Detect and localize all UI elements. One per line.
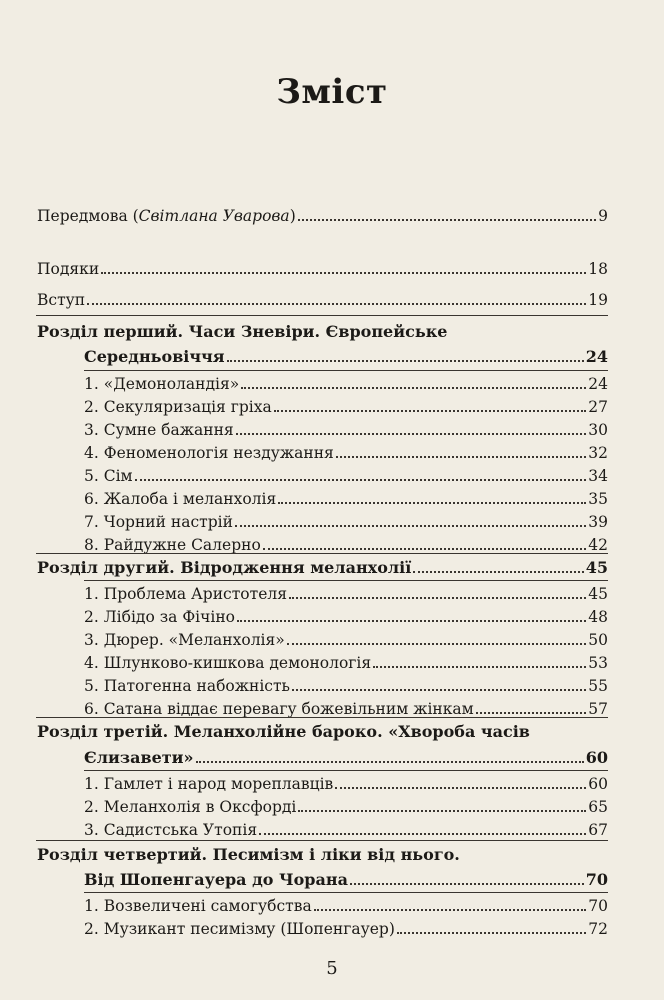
dot-leader xyxy=(373,666,586,668)
section-label: 6. Сатана віддає перевагу божевільним жінкам xyxy=(84,700,474,718)
section-entry xyxy=(84,653,608,673)
section-page: 48 xyxy=(588,608,608,626)
section-divider xyxy=(84,892,608,893)
dot-leader xyxy=(237,620,586,622)
section-page: 24 xyxy=(588,375,608,393)
chapter-3-entry xyxy=(84,748,608,768)
section-page: 39 xyxy=(588,513,608,531)
chapter-1-page: 24 xyxy=(585,347,608,366)
section-label: 2. Музикант песимізму (Шопенгауер) xyxy=(84,920,395,938)
chapter-1-title-line2: Середньовіччя xyxy=(84,347,225,366)
section-entry xyxy=(84,896,608,916)
section-page: 32 xyxy=(588,444,608,462)
dot-leader xyxy=(101,272,586,274)
chapter-2-entry xyxy=(37,558,608,578)
toc-entry-label-end: ) xyxy=(289,207,296,225)
dot-leader xyxy=(135,479,587,481)
section-entry xyxy=(84,466,608,486)
chapter-1-entry xyxy=(84,347,608,367)
section-label: 6. Жалоба і меланхолія xyxy=(84,490,277,508)
section-page: 57 xyxy=(588,700,608,718)
section-divider xyxy=(84,370,608,371)
chapter-4-title-line2: Від Шопенгауера до Чорана xyxy=(84,870,348,889)
section-entry xyxy=(84,420,608,440)
dot-leader xyxy=(278,502,586,504)
dot-leader xyxy=(335,787,586,789)
toc-entry-label: Подяки xyxy=(37,260,100,278)
dot-leader xyxy=(235,525,586,527)
section-entry xyxy=(84,919,608,939)
dot-leader xyxy=(241,387,586,389)
dot-leader xyxy=(263,548,586,550)
section-divider xyxy=(84,770,608,771)
section-label: 1. Гамлет і народ мореплавців xyxy=(84,775,334,793)
section-label: 4. Шлунково-кишкова демонологія xyxy=(84,654,372,672)
toc-entry-preface xyxy=(37,206,608,226)
section-entry xyxy=(84,607,608,627)
section-label: 1. Проблема Аристотеля xyxy=(84,585,288,603)
section-entry xyxy=(84,774,608,794)
section-label: 4. Феноменологія нездужання xyxy=(84,444,334,462)
chapter-3-title-line2: Єлизавети» xyxy=(84,748,194,767)
toc-entry-acknowledgements xyxy=(37,259,608,279)
dot-leader xyxy=(227,360,584,362)
section-page: 35 xyxy=(588,490,608,508)
chapter-4-entry xyxy=(84,870,608,890)
section-entry xyxy=(84,535,608,555)
section-label: 2. Меланхолія в Оксфорді xyxy=(84,798,297,816)
section-entry xyxy=(84,374,608,394)
section-page: 67 xyxy=(588,821,608,839)
section-label: 1. «Демонoландія» xyxy=(84,375,240,393)
dot-leader xyxy=(336,456,586,458)
section-page: 50 xyxy=(588,631,608,649)
chapter-3-title-line1: Розділ третій. Меланхолійне бароко. «Хвороба часів xyxy=(37,722,530,741)
toc-entry-introduction xyxy=(37,290,608,310)
section-page: 27 xyxy=(588,398,608,416)
toc-entry-page: 18 xyxy=(588,260,608,278)
section-entry xyxy=(84,489,608,509)
dot-leader xyxy=(350,883,584,885)
section-entry xyxy=(84,584,608,604)
dot-leader xyxy=(298,810,586,812)
dot-leader xyxy=(236,433,587,435)
section-page: 60 xyxy=(588,775,608,793)
toc-entry-author: Світлана Уварова xyxy=(138,207,290,225)
chapter-divider xyxy=(36,717,608,718)
section-label: 2. Секуляризація гріха xyxy=(84,398,272,416)
dot-leader xyxy=(292,689,586,691)
dot-leader xyxy=(476,712,587,714)
chapter-divider xyxy=(36,315,608,316)
chapter-1-title-line1: Розділ перший. Часи Зневіри. Європейське xyxy=(37,322,448,341)
chapter-4-title-line1: Розділ четвертий. Песимізм і ліки від нього. xyxy=(37,845,460,864)
dot-leader xyxy=(298,219,596,221)
section-page: 65 xyxy=(588,798,608,816)
dot-leader xyxy=(287,643,586,645)
chapter-3-page: 60 xyxy=(585,748,608,767)
section-label: 3. Садистська Утопія xyxy=(84,821,258,839)
section-page: 55 xyxy=(588,677,608,695)
chapter-2-page: 45 xyxy=(585,558,608,577)
dot-leader xyxy=(196,761,584,763)
section-divider xyxy=(84,580,608,581)
section-entry xyxy=(84,797,608,817)
section-label: 1. Возвеличені самогубства xyxy=(84,897,312,915)
dot-leader xyxy=(413,571,583,573)
toc-entry-label: Передмова ( xyxy=(37,207,139,225)
section-label: 2. Лібідо за Фічіно xyxy=(84,608,236,626)
dot-leader xyxy=(274,410,587,412)
section-label: 5. Патогенна набожність xyxy=(84,677,290,695)
chapter-divider xyxy=(36,840,608,841)
dot-leader xyxy=(314,909,587,911)
dot-leader xyxy=(259,833,586,835)
section-page: 72 xyxy=(588,920,608,938)
dot-leader xyxy=(87,303,586,305)
toc-entry-page: 19 xyxy=(588,291,608,309)
section-entry xyxy=(84,397,608,417)
page-number: 5 xyxy=(326,958,338,979)
section-label: 3. Сумне бажання xyxy=(84,421,234,439)
section-page: 53 xyxy=(588,654,608,672)
section-page: 45 xyxy=(588,585,608,603)
section-label: 8. Райдужне Салерно xyxy=(84,536,261,554)
section-label: 7. Чорний настрій xyxy=(84,513,233,531)
dot-leader xyxy=(289,597,586,599)
section-entry xyxy=(84,443,608,463)
toc-entry-page: 9 xyxy=(598,207,608,225)
chapter-4-page: 70 xyxy=(585,870,608,889)
section-entry xyxy=(84,699,608,719)
section-entry xyxy=(84,820,608,840)
section-page: 42 xyxy=(588,536,608,554)
section-label: 3. Дюрер. «Меланхолія» xyxy=(84,631,285,649)
chapter-2-title: Розділ другий. Відродження меланхолії xyxy=(37,558,412,577)
chapter-divider xyxy=(36,553,608,554)
section-page: 70 xyxy=(588,897,608,915)
page-title: Зміст xyxy=(276,72,388,112)
dot-leader xyxy=(397,932,586,934)
section-entry xyxy=(84,676,608,696)
section-label: 5. Сім xyxy=(84,467,133,485)
section-entry xyxy=(84,630,608,650)
section-entry xyxy=(84,512,608,532)
toc-entry-label: Вступ xyxy=(37,291,86,309)
section-page: 30 xyxy=(588,421,608,439)
section-page: 34 xyxy=(588,467,608,485)
